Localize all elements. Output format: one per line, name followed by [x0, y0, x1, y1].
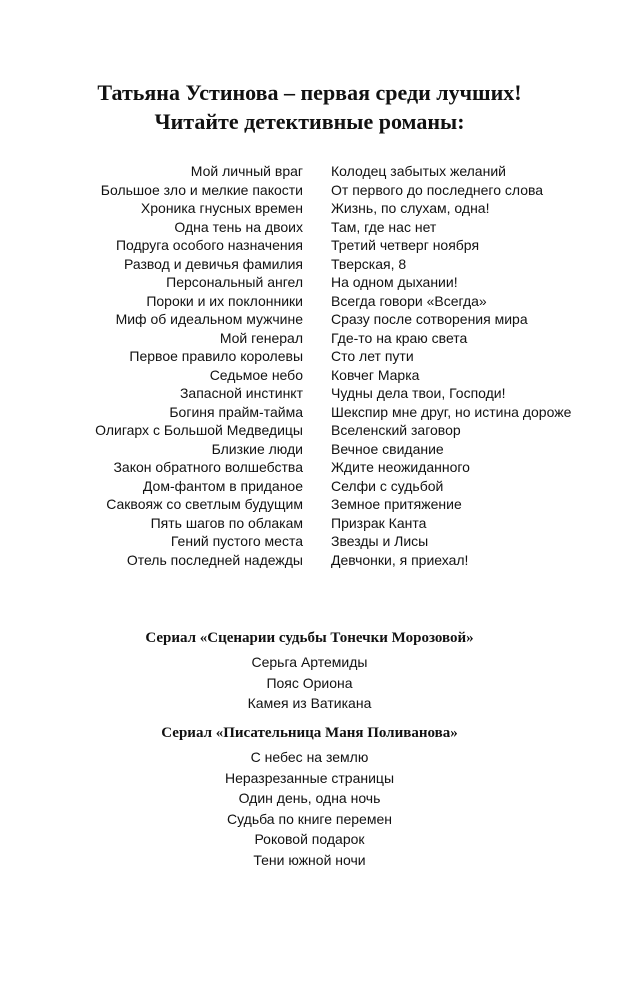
book-title: Олигарх с Большой Медведицы	[95, 422, 303, 438]
series-items	[0, 747, 619, 870]
book-title: С небес на землю	[250, 749, 369, 765]
book-title: Гений пустого места	[170, 533, 303, 549]
series-items	[0, 652, 619, 714]
book-title: Вселенский заговор	[331, 422, 461, 438]
book-title: Мой генерал	[219, 329, 303, 346]
book-title: Закон обратного волшебства	[113, 459, 303, 475]
book-title: Вечное свидание	[331, 440, 444, 457]
book-title: Первое правило королевы	[129, 348, 303, 364]
book-title: Тверская, 8	[331, 255, 407, 272]
book-title: Судьба по книге перемен	[227, 810, 392, 827]
book-title: Шекспир мне друг, но истина дороже	[331, 403, 572, 420]
book-title: Третий четверг ноября	[331, 237, 480, 253]
book-title: Дом-фантом в приданое	[142, 477, 303, 494]
book-title: На одном дыхании!	[331, 274, 458, 290]
book-title: Девчонки, я приехал!	[331, 551, 469, 568]
book-title: Чудны дела твои, Господи!	[331, 385, 506, 401]
book-title: Земное притяжение	[331, 496, 462, 512]
book-title: Селфи с судьбой	[331, 477, 444, 494]
book-title: Персональный ангел	[166, 274, 303, 290]
book-title: Седьмое небо	[209, 366, 303, 383]
book-title: От первого до последнего слова	[331, 181, 544, 198]
book-title: Отель последней надежды	[126, 551, 303, 568]
novels-right-column	[331, 162, 611, 569]
book-title: Роковой подарок	[254, 831, 365, 847]
book-title: Ждите неожиданного	[331, 459, 470, 475]
book-title: Сразу после сотворения мира	[331, 311, 528, 327]
book-title: Там, где нас нет	[331, 218, 437, 235]
book-title: Один день, одна ночь	[238, 790, 381, 806]
header-title-line-1: Татьяна Устинова – первая среди лучших!	[97, 80, 522, 105]
book-title: Ковчег Марка	[331, 366, 420, 383]
book-title: Жизнь, по слухам, одна!	[331, 200, 490, 216]
book-title: Пороки и их поклонники	[146, 292, 303, 309]
book-title: Богиня прайм-тайма	[169, 403, 303, 420]
book-title: Мой личный враг	[190, 163, 303, 179]
series-title: Сериал «Сценарии судьбы Тонечки Морозовой»	[145, 630, 474, 646]
book-title: Где-то на краю света	[331, 329, 468, 346]
book-title: Всегда говори «Всегда»	[331, 292, 487, 309]
book-title: Хроника гнусных времен	[140, 200, 303, 216]
book-title: Пять шагов по облакам	[150, 514, 303, 531]
book-title: Призрак Канта	[331, 514, 427, 531]
book-title: Неразрезанные страницы	[224, 769, 395, 786]
header-title-line-2: Читайте детективные романы:	[154, 109, 465, 134]
book-title: Близкие люди	[211, 440, 303, 457]
book-title: Миф об идеальном мужчине	[115, 311, 303, 327]
book-title: Камея из Ватикана	[247, 695, 372, 711]
series-manya-polivanova	[0, 722, 619, 870]
book-title: Тени южной ночи	[253, 851, 366, 868]
book-title: Большое зло и мелкие пакости	[100, 181, 303, 198]
book-title: Подруга особого назначения	[115, 237, 303, 253]
book-title: Запасной инстинкт	[179, 385, 303, 401]
book-title: Серьга Артемиды	[251, 654, 368, 670]
page-header	[0, 78, 619, 136]
book-title: Саквояж со светлым будущим	[106, 496, 303, 512]
book-title: Пояс Ориона	[266, 674, 353, 691]
book-title: Колодец забытых желаний	[331, 163, 506, 179]
book-title: Развод и девичья фамилия	[123, 255, 303, 272]
book-title: Сто лет пути	[331, 348, 414, 364]
book-title: Одна тень на двоих	[174, 218, 303, 235]
series-title: Сериал «Писательница Маня Поливанова»	[161, 725, 458, 741]
series-tonechka-morozova	[0, 627, 619, 714]
novels-left-column	[40, 162, 303, 569]
book-title: Звезды и Лисы	[331, 533, 429, 549]
